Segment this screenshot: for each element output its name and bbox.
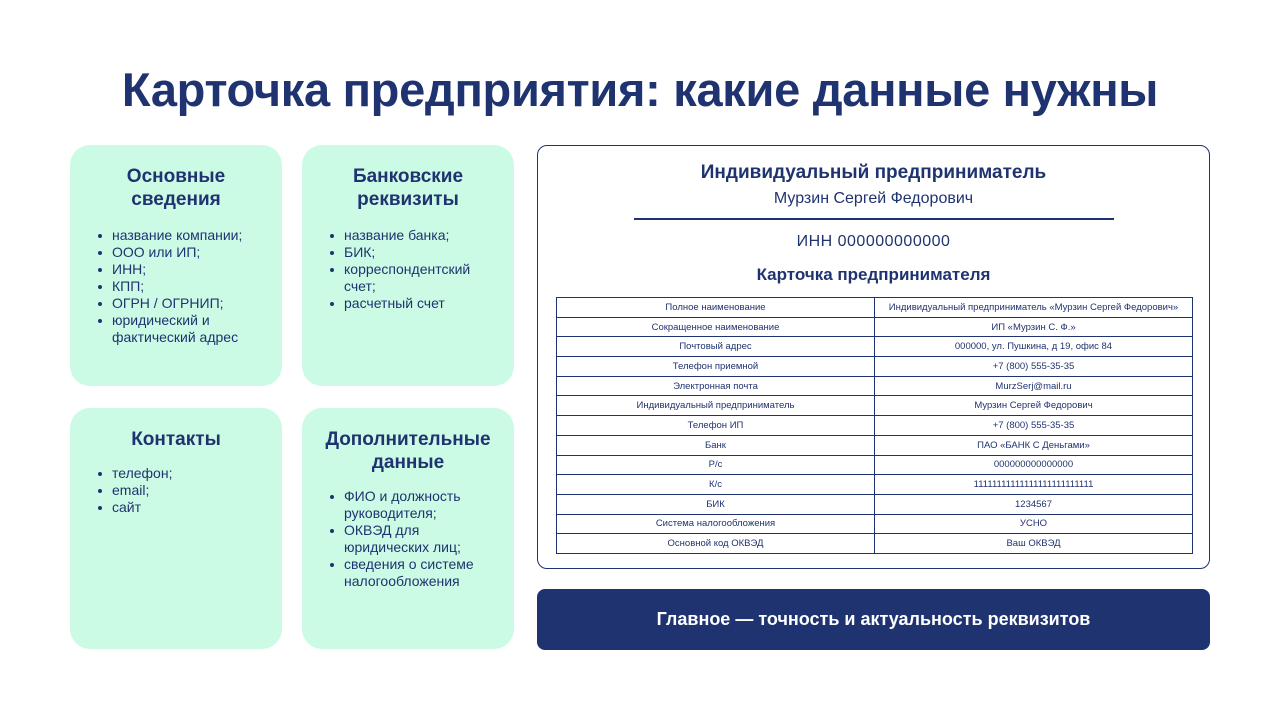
card-list xyxy=(98,465,264,516)
page-title: Карточка предприятия: какие данные нужны xyxy=(121,63,1159,116)
card-list xyxy=(330,227,496,312)
list-item: email; xyxy=(98,482,264,499)
row-value: Мурзин Сергей Федорович xyxy=(875,396,1193,416)
requisites-table xyxy=(556,297,1193,554)
row-key: Почтовый адрес xyxy=(557,337,875,357)
table-row xyxy=(557,298,1193,318)
row-value: MurzSerj@mail.ru xyxy=(875,376,1193,396)
table-row xyxy=(557,376,1193,396)
table-row xyxy=(557,475,1193,495)
row-key: Система налогообложения xyxy=(557,514,875,534)
table-row xyxy=(557,396,1193,416)
card-list xyxy=(98,227,264,346)
list-item: ИНН; xyxy=(98,261,264,278)
list-item: расчетный счет xyxy=(330,295,496,312)
list-item: юридический и фактический адрес xyxy=(98,312,264,346)
row-value: 000000, ул. Пушкина, д 19, офис 84 xyxy=(875,337,1193,357)
row-value: +7 (800) 555-35-35 xyxy=(875,416,1193,436)
table-row xyxy=(557,416,1193,436)
document-divider xyxy=(634,218,1114,220)
card-additional-data xyxy=(302,408,514,649)
list-item: ООО или ИП; xyxy=(98,244,264,261)
row-value: 11111111111111111111111111 xyxy=(875,475,1193,495)
row-key: Банк xyxy=(557,435,875,455)
document-inn: ИНН 000000000000 xyxy=(796,233,951,250)
list-item: название компании; xyxy=(98,227,264,244)
table-row xyxy=(557,337,1193,357)
row-key: Телефон приемной xyxy=(557,357,875,377)
list-item: ОКВЭД для юридических лиц; xyxy=(330,522,496,556)
card-basic-info xyxy=(70,145,282,386)
card-list xyxy=(330,488,496,590)
row-key: БИК xyxy=(557,494,875,514)
card-contacts xyxy=(70,408,282,649)
list-item: БИК; xyxy=(330,244,496,261)
row-value: Индивидуальный предприниматель «Мурзин Сергей Федорович» xyxy=(875,298,1193,318)
table-row xyxy=(557,494,1193,514)
row-key: К/с xyxy=(557,475,875,495)
list-item: ФИО и должность руководителя; xyxy=(330,488,496,522)
table-row xyxy=(557,514,1193,534)
list-item: сайт xyxy=(98,499,264,516)
list-item: КПП; xyxy=(98,278,264,295)
document-heading: Индивидуальный предприниматель xyxy=(700,162,1047,183)
summary-banner: Главное — точность и актуальность реквизитов xyxy=(537,589,1210,650)
table-row xyxy=(557,534,1193,554)
row-value: Ваш ОКВЭД xyxy=(875,534,1193,554)
table-row xyxy=(557,357,1193,377)
row-key: Телефон ИП xyxy=(557,416,875,436)
table-row xyxy=(557,455,1193,475)
row-value: 1234567 xyxy=(875,494,1193,514)
row-key: Электронная почта xyxy=(557,376,875,396)
row-key: Основной код ОКВЭД xyxy=(557,534,875,554)
list-item: ОГРН / ОГРНИП; xyxy=(98,295,264,312)
entrepreneur-card-document xyxy=(537,145,1210,569)
row-value: ИП «Мурзин С. Ф.» xyxy=(875,317,1193,337)
row-key: Индивидуальный предприниматель xyxy=(557,396,875,416)
card-bank-details xyxy=(302,145,514,386)
row-value: +7 (800) 555-35-35 xyxy=(875,357,1193,377)
table-row xyxy=(557,435,1193,455)
row-value: УСНО xyxy=(875,514,1193,534)
list-item: название банка; xyxy=(330,227,496,244)
row-key: Полное наименование xyxy=(557,298,875,318)
row-value: 000000000000000 xyxy=(875,455,1193,475)
card-title: Контакты xyxy=(131,429,221,450)
card-title: Основные сведения xyxy=(126,166,226,210)
row-value: ПАО «БАНК С Деньгами» xyxy=(875,435,1193,455)
card-title: Банковские реквизиты xyxy=(352,166,464,210)
card-title: Дополнительные данные xyxy=(325,429,491,473)
list-item: сведения о системе налогообложения xyxy=(330,556,496,590)
list-item: телефон; xyxy=(98,465,264,482)
list-item: корреспондентский счет; xyxy=(330,261,496,295)
table-row xyxy=(557,317,1193,337)
document-subtitle: Карточка предпринимателя xyxy=(756,265,991,284)
row-key: Сокращенное наименование xyxy=(557,317,875,337)
document-person-name: Мурзин Сергей Федорович xyxy=(773,190,974,207)
row-key: Р/с xyxy=(557,455,875,475)
